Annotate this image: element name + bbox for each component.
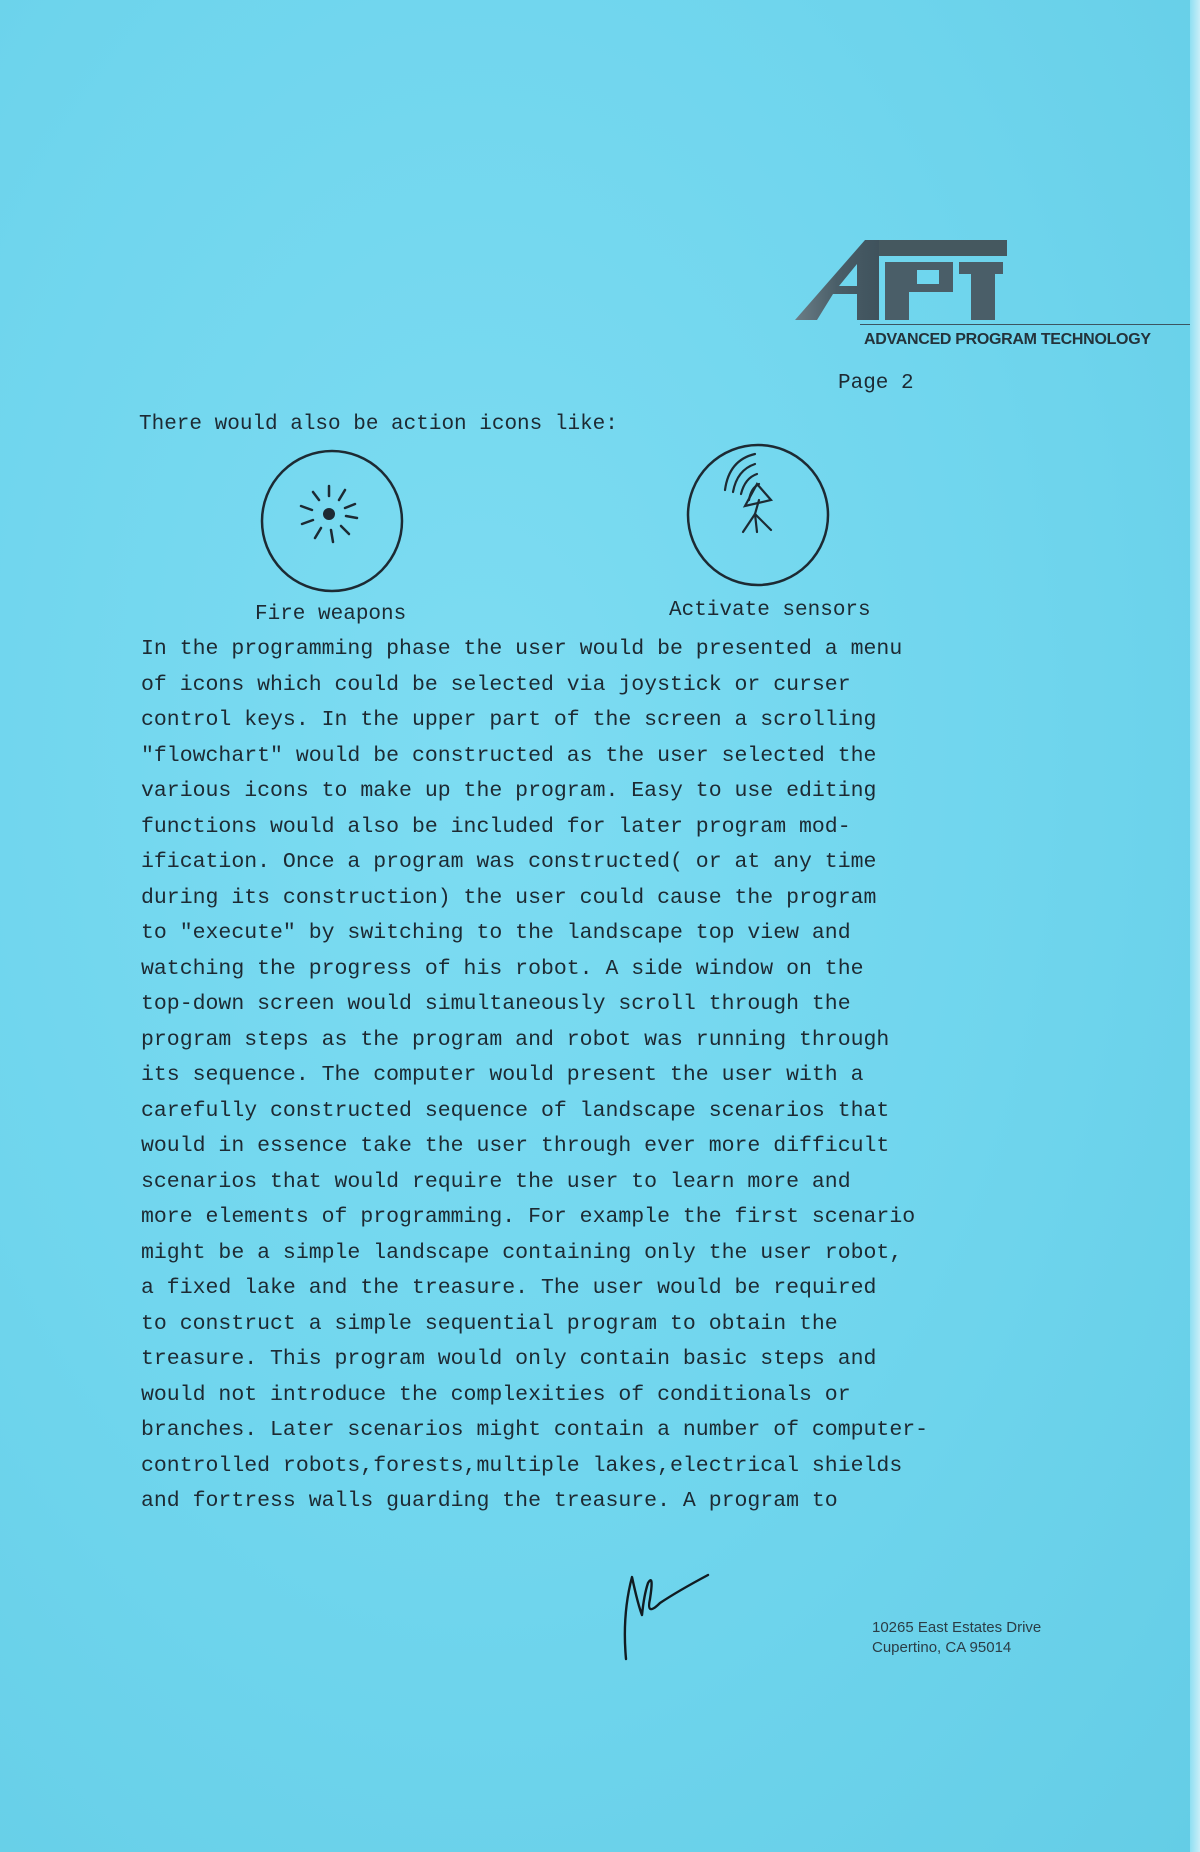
body-line: and fortress walls guarding the treasure. A program to (141, 1489, 838, 1513)
address-line-1: 10265 East Estates Drive (872, 1619, 1042, 1636)
address-line-2: Cupertino, CA 95014 (872, 1639, 1012, 1656)
body-line: of icons which could be selected via joystick or curser (141, 672, 851, 697)
body-line: to construct a simple sequential program to obtain the (141, 1311, 838, 1336)
body-line: treasure. This program would only contain basic steps and (141, 1347, 877, 1371)
page-number: Page 2 (838, 372, 914, 395)
body-line: program steps as the program and robot was running through (141, 1027, 890, 1052)
body-line: its sequence. The computer would present the user with a (141, 1063, 864, 1087)
body-line: might be a simple landscape containing only the user robot, (141, 1240, 903, 1265)
body-line: top-down screen would simultaneously scroll through the (141, 992, 851, 1016)
paper-edge (1190, 0, 1200, 1852)
body-line: a fixed lake and the treasure. The user would be required (141, 1276, 877, 1300)
satellite-dish-icon (685, 442, 831, 588)
body-line: would in essence take the user through ever more difficult (141, 1134, 890, 1158)
apt-logo (795, 236, 1007, 322)
handwritten-initials (608, 1555, 718, 1665)
body-line: ification. Once a program was constructed( or at any time (141, 850, 877, 874)
starburst-icon (259, 448, 405, 594)
body-line: branches. Later scenarios might contain a number of computer- (141, 1418, 929, 1442)
company-name: ADVANCED PROGRAM TECHNOLOGY (864, 331, 1151, 348)
body-line: more elements of programming. For example the first scenario (141, 1205, 916, 1229)
body-paragraph (141, 632, 928, 1520)
body-line: watching the progress of his robot. A side window on the (141, 956, 864, 981)
body-line: scenarios that would require the user to learn more and (141, 1169, 851, 1194)
intro-sentence: There would also be action icons like: (139, 413, 618, 436)
body-line: controlled robots,forests,multiple lakes,electrical shields (141, 1453, 903, 1478)
body-line: carefully constructed sequence of landscape scenarios that (141, 1098, 890, 1123)
body-line: control keys. In the upper part of the screen a scrolling (141, 708, 877, 732)
caption-activate-sensors: Activate sensors (669, 599, 871, 622)
body-line: functions would also be included for later program mod- (141, 814, 851, 839)
letterhead-rule (860, 324, 1190, 325)
company-address (872, 1618, 1041, 1658)
body-line: various icons to make up the program. Easy to use editing (141, 779, 877, 803)
body-line: would not introduce the complexities of conditionals or (141, 1382, 851, 1407)
body-line: to "execute" by switching to the landscape top view and (141, 921, 851, 945)
body-line: "flowchart" would be constructed as the user selected the (141, 743, 877, 768)
body-line: In the programming phase the user would be presented a menu (141, 637, 903, 661)
caption-fire-weapons: Fire weapons (255, 603, 407, 626)
body-line: during its construction) the user could cause the program (141, 885, 877, 910)
